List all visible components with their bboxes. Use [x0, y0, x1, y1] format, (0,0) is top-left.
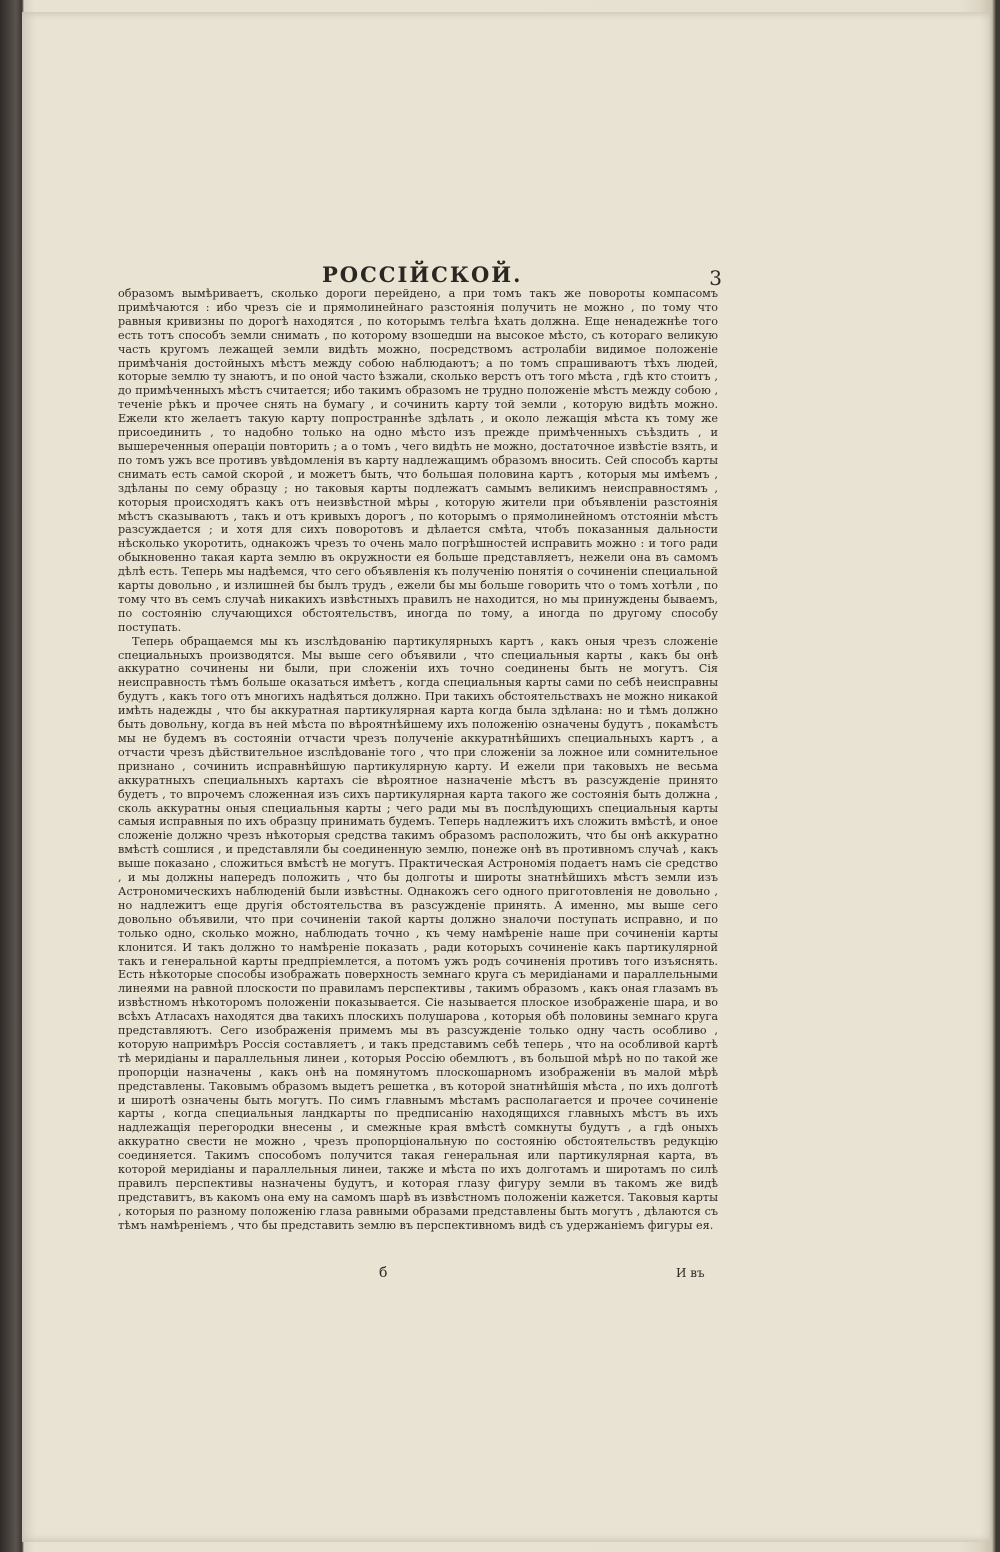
paragraph-1: образомъ вымѣриваетъ, сколько дороги перейдено, а при томъ такъ же повороты компасомъ примѣчаются : ибо чрезъ сіе и прямолинейнаго разстоянія получить не можно , по тому что равныя кривизны по дорогѣ находятся , по которымъ телѣга ѣхать должна. Еще ненадежнѣе того есть тотъ способъ земли снимать , по которому взошедши на высокое мѣсто, съ котораго великую часть кругомъ лежащей земли видѣть можно, посредствомъ астролабіи видимое положеніе примѣчанія достойныхъ мѣстъ между собою наблюдаютъ; а по томъ спрашиваютъ тѣхъ людей, которые землю ту знаютъ, и по оной часто ѣзжали, сколько верстъ отъ того мѣста , гдѣ кто стоитъ , до примѣченныхъ мѣстъ считается; ибо такимъ образомъ не трудно положеніе мѣстъ между собою , теченіе рѣкъ и прочее снять на бумагу , и сочинить карту той земли , которую видѣть можно. Ежели кто желаетъ такую карту попространнѣе здѣлать , и около лежащія мѣста къ тому же присоединить , то надобно только на одно мѣсто изъ прежде примѣченныхъ съѣздить , и вышереченныя операціи повторить ; а о томъ , чего видѣть не можно, достаточное извѣстіе взять, и по томъ ужъ все противъ увѣдомленія въ карту надлежащимъ образомъ вносить. Сей способъ карты снимать есть самой скорой , и можетъ быть, что большая половина картъ , которыя мы имѣемъ , здѣланы по сему образцу ; но таковыя карты подлежатъ самымъ великимъ неисправностямъ , которыя происходятъ какъ отъ неизвѣстной мѣры , которую жители при объявленіи разстоянія мѣстъ сказываютъ , такъ и отъ кривыхъ дорогъ , по которымъ о прямолинейномъ отстояніи мѣстъ разсуждается ; и хотя для сихъ поворотовъ и дѣлается смѣта, чтобъ показанныя дальности нѣсколько укоротить, однакожъ чрезъ то очень мало погрѣшностей исправить можно : и того ради обыкновенно такая карта землю въ окружности ея больше представляетъ, нежели она въ самомъ дѣлѣ есть. Теперь мы надѣемся, что сего объявленія къ полученію понятія о сочиненіи специальной карты довольно , и излишней бы былъ трудъ , ежели бы мы больше говорить что о томъ хотѣли , по тому что въ семъ случаѣ никакихъ извѣстныхъ правилъ не находится, но мы принуждены бываемъ, по состоянію случающихся обстоятельствъ, иногда по тому, а иногда по другому способу поступать. [118, 287, 718, 634]
page-header [122, 250, 722, 290]
signature-mark: б [379, 1265, 388, 1281]
page-number: 3 [709, 266, 722, 290]
body-text [118, 287, 718, 1233]
running-title: РОССІЙСКОЙ. [322, 262, 523, 287]
catchword: И въ [676, 1266, 705, 1280]
book-page [22, 12, 990, 1542]
paragraph-2: Теперь обращаемся мы къ изслѣдованію партикулярныхъ картъ , какъ оныя чрезъ сложеніе специальныхъ производятся. Мы выше сего объявили , что специальныя карты , какъ бы онѣ аккуратно сочинены ни были, при сложеніи ихъ точно соединены быть не могутъ. Сія неисправность тѣмъ больше оказаться имѣетъ , когда специальныя карты сами по себѣ неисправны будутъ , какъ того отъ многихъ надѣяться должно. При такихъ обстоятельствахъ не можно никакой имѣть надежды , что бы аккуратная партикулярная карта когда была здѣлана: но и тѣмъ должно быть довольну, когда въ ней мѣста по вѣроятнѣйшему ихъ положенію означены будутъ , покамѣстъ мы не будемъ въ состояніи отчасти чрезъ полученіе аккуратнѣйшихъ специальныхъ картъ , а отчасти чрезъ дѣйствительное изслѣдованіе того , что при сложеніи за ложное или сомнительное признано , сочинить исправнѣйшую партикулярную карту. И ежели при таковыхъ не весьма аккуратныхъ специальныхъ картахъ сіе вѣроятное назначеніе мѣстъ въ разсужденіе принято будетъ , то впрочемъ сложенная изъ сихъ партикулярная карта такого же состоянія быть должна , сколь аккуратны оныя специальныя карты ; чего ради мы въ послѣдующихъ специальныя карты самыя исправныя по ихъ образцу принимать будемъ. Теперь надлежитъ ихъ сложить вмѣстѣ, и оное сложеніе должно чрезъ нѣкоторыя средства такимъ образомъ расположить, что бы онѣ аккуратно вмѣстѣ сошлися , и представляли бы соединенную землю, понеже онѣ въ противномъ случаѣ , какъ выше показано , сложиться вмѣстѣ не могутъ. Практическая Астрономія подаетъ намъ сіе средство , и мы должны напередъ положить , что бы долготы и широты знатнѣйшихъ мѣстъ земли изъ Астрономическихъ наблюденій были извѣстны. Однакожъ сего одного приготовленія не довольно , но надлежитъ еще другія обстоятельства въ разсужденіе принять. А именно, мы выше сего довольно объявили, что при сочиненіи такой карты должно зналочи поступать исправно, и по только одно, сколько можно, наблюдать точно , къ чему намѣреніе наше при сочиненіи карты клонится. И такъ должно то намѣреніе показать , ради которыхъ сочиненіе какъ партикулярной такъ и генеральной карты предпріемлется, а потомъ ужъ родъ сочиненія противъ того изъяснять. Есть нѣкоторые способы изображать поверхность земнаго круга съ меридіанами и параллельными линеями на равной плоскости по правиламъ перспективы , такимъ образомъ , какъ оная глазамъ въ извѣстномъ нѣкоторомъ положеніи показывается. Сіе называется плоское изображеніе шара, и во всѣхъ Атласахъ находятся два такихъ плоскихъ полушарова , которыя обѣ половины земнаго круга представляютъ. Сего изображенія примемъ мы въ разсужденіе только одну часть особливо , которую напримѣръ Россія составляетъ , и такъ представимъ себѣ теперь , что на особливой картѣ тѣ меридіаны и параллельныя линеи , которыя Россію обемлютъ , въ большой мѣрѣ но по такой же пропорціи назначены , какъ онѣ на помянутомъ плоскошарномъ изображеніи въ малой мѣрѣ представлены. Таковымъ образомъ выдетъ решетка , въ которой знатнѣйшія мѣста , по ихъ долготѣ и широтѣ означены быть могутъ. По симъ главнымъ мѣстамъ располагается и прочее сочиненіе карты , когда специальныя ландкарты по предписанію находящихся главныхъ мѣстъ въ ихъ надлежащія перегородки внесены , и смежные края вмѣстѣ сомкнуты будутъ , а гдѣ оныхъ аккуратно свести не можно , чрезъ пропорціональную по состоянію обстоятельствъ редукцію соединяется. Такимъ способомъ получится такая генеральная или партикулярная карта, въ которой меридіаны и параллельныя линеи, также и мѣста по ихъ долготамъ и широтамъ по силѣ правилъ перспективы назначены будутъ, и которая глазу фигуру земли въ такомъ же видѣ представитъ, въ какомъ она ему на самомъ шарѣ въ извѣстномъ положеніи кажется. Таковыя карты , которыя по разному положенію глаза равными образами представлены быть могутъ , дѣлаются съ тѣмъ намѣреніемъ , что бы представить землю въ перспективномъ видѣ съ удержаніемъ фигуры ея. [118, 634, 718, 1232]
